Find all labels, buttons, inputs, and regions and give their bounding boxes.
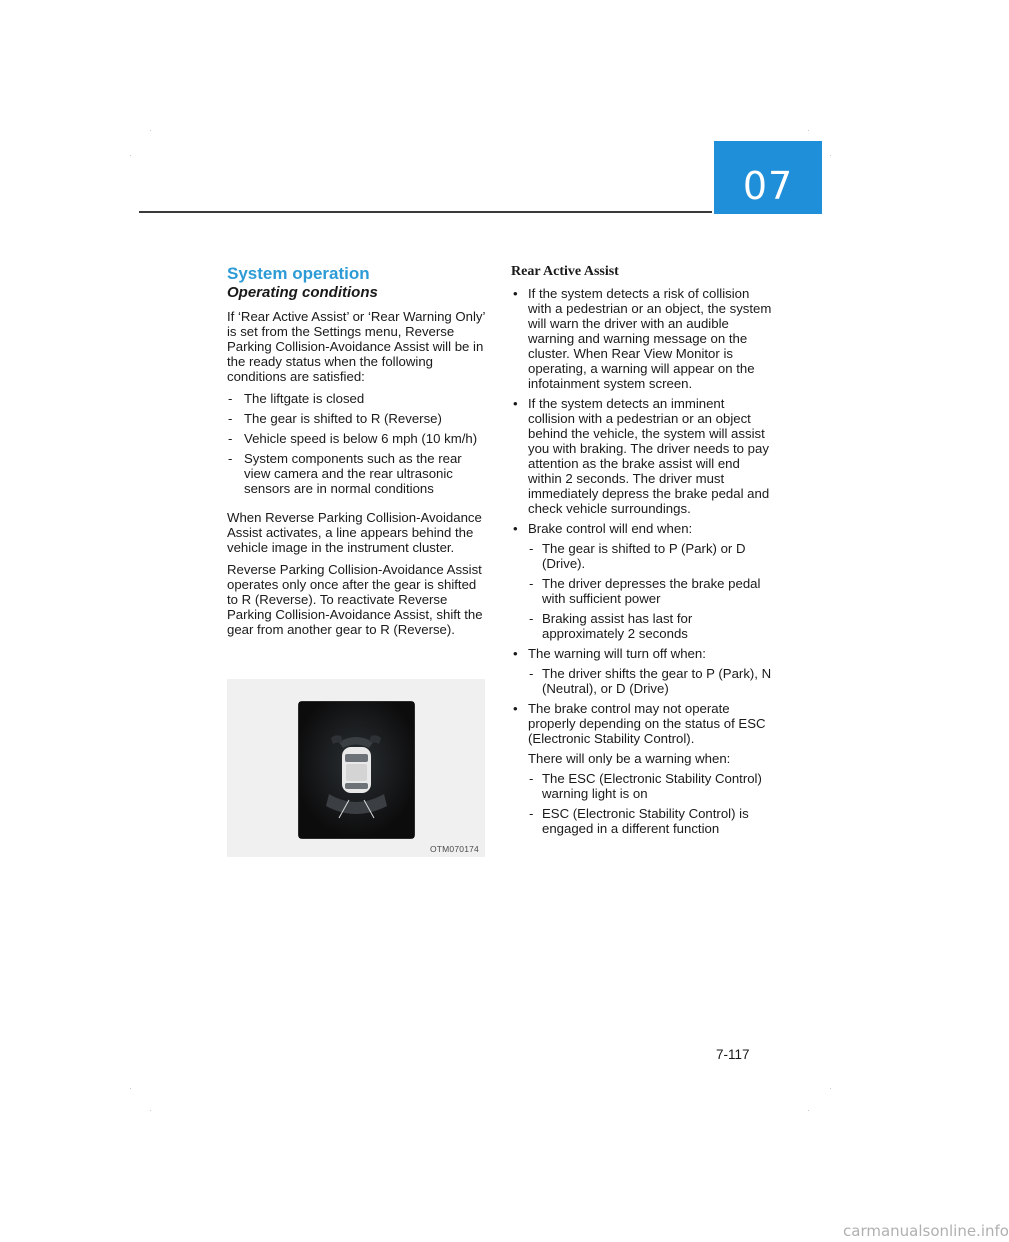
bullet-text: The brake control may not operate properly depending on the status of ESC (Electronic Stability Control). (528, 701, 766, 746)
sub-list-item: - The gear is shifted to P (Park) or D (Drive). (528, 541, 773, 571)
sub-list (528, 771, 773, 836)
sub-list-item: - The driver depresses the brake pedal with sufficient power (528, 576, 773, 606)
subsection-title: Operating conditions (227, 284, 378, 301)
rear-active-assist-heading: Rear Active Assist (511, 264, 619, 279)
cluster-screen (298, 701, 415, 839)
reactivation-paragraph: Reverse Parking Collision-Avoidance Assist operates only once after the gear is shifted to R (Reverse). To reactivate Reverse Parking Collision-Avoidance Assist, shift the gear from another gear to R (Reverse). (227, 562, 483, 637)
left-column (227, 264, 485, 644)
bullet-paragraph: There will only be a warning when: (528, 751, 731, 766)
list-item (511, 286, 773, 391)
sub-list-item: - ESC (Electronic Stability Control) is engaged in a different function (528, 806, 773, 836)
bullet-text: If the system detects an imminent collision with a pedestrian or an object behind the vehicle, the system will assist you with braking. The driver needs to pay attention as the brake assist will end within 2 seconds. The driver must immediately depress the brake pedal and check vehicle surroundings. (528, 396, 770, 516)
list-item: - The gear is shifted to R (Reverse) (227, 411, 485, 426)
sub-list (528, 541, 773, 641)
rear-active-assist-list (511, 286, 773, 836)
bullet-text: The warning will turn off when: (528, 646, 706, 661)
list-item: - Vehicle speed is below 6 mph (10 km/h) (227, 431, 485, 446)
intro-paragraph: If ‘Rear Active Assist’ or ‘Rear Warning Only’ is set from the Settings menu, Reverse Parking Collision-Avoidance Assist will be in the ready status when the following conditions are satisfied: (227, 309, 485, 384)
list-item (511, 521, 773, 641)
sub-list-item: - The driver shifts the gear to P (Park), N (Neutral), or D (Drive) (528, 666, 773, 696)
vehicle-sensor-graphic (299, 702, 414, 838)
section-title: System operation (227, 264, 370, 283)
list-item (511, 396, 773, 516)
bullet-text: Brake control will end when: (528, 521, 693, 536)
list-item: - System components such as the rear view camera and the rear ultrasonic sensors are in normal conditions (227, 451, 485, 496)
list-item: - The liftgate is closed (227, 391, 485, 406)
sub-list-item: - Braking assist has last for approximately 2 seconds (528, 611, 773, 641)
watermark: carmanualsonline.info (843, 1222, 1009, 1240)
sub-list-item: - The ESC (Electronic Stability Control) warning light is on (528, 771, 773, 801)
list-item (511, 701, 773, 836)
sub-list (528, 666, 773, 696)
cluster-illustration (227, 679, 485, 857)
right-column (511, 264, 773, 841)
figure-code: OTM070174 (429, 844, 479, 854)
activation-paragraph: When Reverse Parking Collision-Avoidance Assist activates, a line appears behind the vehicle image in the instrument cluster. (227, 510, 482, 555)
page-number: 7-117 (716, 1047, 750, 1062)
bullet-text: If the system detects a risk of collision with a pedestrian or an object, the system will warn the driver with an audible warning and warning message on the cluster. When Rear View Monitor is operating, a warning will appear on the infotainment system screen. (528, 286, 772, 391)
conditions-list (227, 391, 485, 496)
list-item (511, 646, 773, 696)
chapter-tab: 07 (714, 141, 822, 214)
header-rule (139, 211, 712, 213)
